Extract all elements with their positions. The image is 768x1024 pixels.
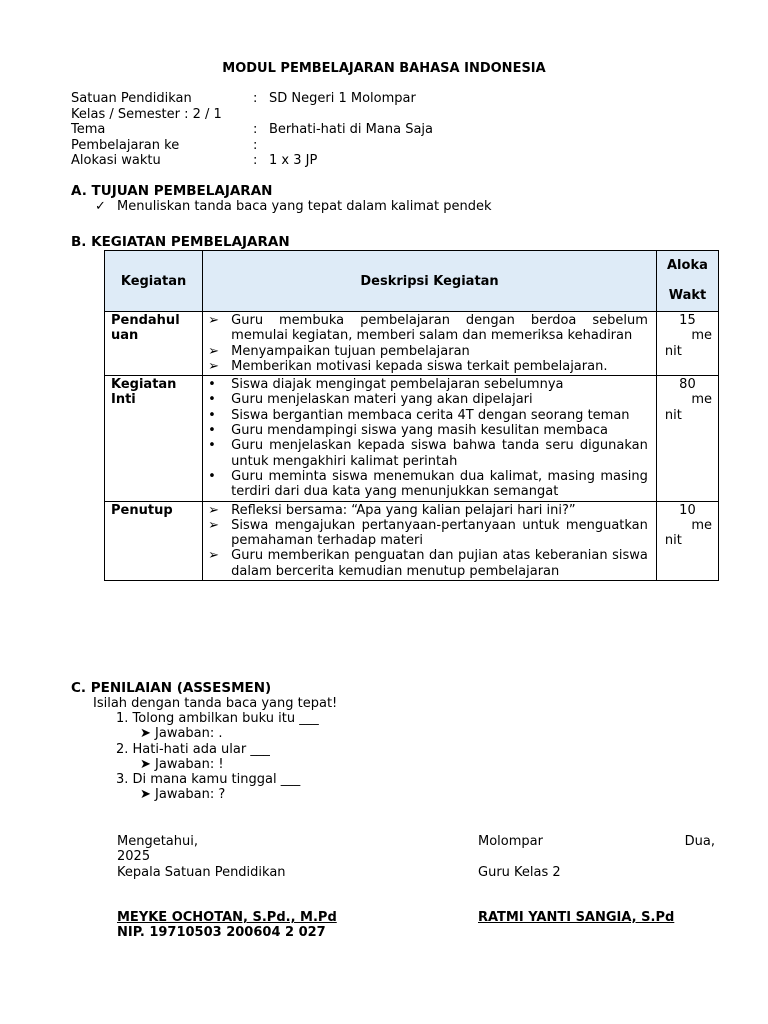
list-item-text: Menyampaikan tujuan pembelajaran — [231, 343, 470, 359]
identity-label: Kelas / Semester : 2 / 1 — [71, 106, 222, 122]
list-item — [208, 548, 648, 579]
checkmark-icon: ✓ — [95, 199, 106, 214]
date-year: 2025 — [117, 849, 151, 865]
assessment-list — [116, 711, 319, 803]
signature-left — [117, 834, 337, 940]
list-item-text: Refleksi bersama: “Apa yang kalian pelajari hari ini?” — [231, 502, 576, 518]
principal-role: Kepala Satuan Pendidikan — [117, 864, 286, 880]
answer-item: ➤ Jawaban: . — [140, 726, 223, 742]
page-title: MODUL PEMBELAJARAN BAHASA INDONESIA — [222, 61, 546, 76]
identity-colon: : — [253, 91, 258, 106]
list-item-text: Guru menjelaskan materi yang akan dipelajari — [231, 392, 533, 408]
answer-item: ➤ Jawaban: ! — [140, 756, 224, 772]
bullet-icon: • — [208, 377, 216, 393]
list-item — [208, 408, 648, 423]
assessment-instruction: Isilah dengan tanda baca yang tepat! — [93, 696, 338, 711]
time-unit-part2: nit — [664, 533, 682, 549]
place-date-line — [478, 834, 715, 849]
time-cell — [656, 312, 718, 376]
list-item — [208, 469, 648, 500]
acknowledged-label: Mengetahui, — [117, 834, 198, 849]
goal-item — [95, 199, 491, 214]
phase-cell: Penutup — [105, 501, 203, 580]
list-item-text: Siswa diajak mengingat pembelajaran sebelumnya — [231, 377, 564, 393]
bullet-icon: • — [208, 423, 216, 439]
list-item-text: Guru menjelaskan kepada siswa bahwa tanda seru digunakan untuk mengakhiri kalimat perintah — [231, 438, 648, 469]
list-item — [208, 392, 648, 407]
time-unit-part2: nit — [664, 407, 682, 423]
header-alokasi — [656, 251, 718, 312]
section-b-heading: B. KEGIATAN PEMBELAJARAN — [71, 234, 290, 250]
identity-colon: : — [253, 122, 258, 137]
arrow-bullet-icon: ➢ — [208, 548, 220, 564]
list-item — [208, 518, 648, 549]
header-kegiatan: Kegiatan — [105, 251, 203, 312]
answer-item: ➤ Jawaban: ? — [140, 787, 226, 803]
bullet-icon: • — [208, 438, 216, 454]
list-item-text: Siswa mengajukan pertanyaan-pertanyaan untuk menguatkan pemahaman terhadap materi — [231, 517, 648, 549]
list-item — [208, 344, 648, 359]
list-item-text: Guru mendampingi siswa yang masih kesulitan membaca — [231, 423, 609, 439]
arrow-bullet-icon: ➢ — [208, 343, 220, 359]
time-cell — [656, 376, 718, 501]
header-deskripsi: Deskripsi Kegiatan — [203, 251, 657, 312]
description-cell — [203, 312, 657, 376]
arrow-bullet-icon: ➢ — [208, 517, 220, 533]
identity-label: Tema — [71, 122, 106, 137]
list-item-text: Siswa bergantian membaca cerita 4T dengan seorang teman — [231, 407, 630, 423]
table-row — [105, 376, 719, 501]
arrow-bullet-icon: ➢ — [208, 313, 220, 328]
question-item: 2. Hati-hati ada ular ___ — [116, 741, 270, 757]
description-cell — [203, 376, 657, 501]
date-month: Dua, — [684, 834, 715, 849]
time-unit-part1: me — [691, 517, 712, 533]
bullet-icon: • — [208, 407, 216, 423]
identity-value: SD Negeri 1 Molompar — [269, 91, 416, 106]
description-cell — [203, 501, 657, 580]
place-name: Molompar — [478, 834, 543, 849]
teacher-name: RATMI YANTI SANGIA, S.Pd — [478, 909, 675, 925]
question-item: 1. Tolong ambilkan buku itu ___ — [116, 711, 319, 726]
list-item — [208, 313, 648, 344]
identity-label: Alokasi waktu — [71, 153, 161, 168]
arrow-bullet-icon: ➢ — [208, 358, 220, 374]
list-item-text: Guru memberikan penguatan dan pujian atas keberanian siswa dalam bercerita kemudian menutup pembelajaran — [231, 548, 648, 579]
question-item: 3. Di mana kamu tinggal ___ — [116, 772, 301, 788]
activity-table — [104, 250, 719, 581]
table-row — [105, 501, 719, 580]
time-value: 15 — [679, 313, 696, 328]
list-item-text: Guru membuka pembelajaran dengan berdoa sebelum memulai kegiatan, memberi salam dan memeriksa kehadiran — [231, 313, 648, 344]
list-item — [208, 503, 648, 518]
identity-label: Satuan Pendidikan — [71, 91, 192, 106]
time-cell — [656, 501, 718, 580]
header-alokasi-line1: Aloka — [667, 258, 708, 273]
identity-label: Pembelajaran ke — [71, 137, 180, 153]
section-c-heading: C. PENILAIAN (ASSESMEN) — [71, 680, 272, 696]
bullet-icon: • — [208, 392, 216, 408]
table-header-row — [105, 251, 719, 312]
list-item — [208, 359, 648, 374]
identity-value: Berhati-hati di Mana Saja — [269, 122, 433, 137]
principal-nip: NIP. 19710503 200604 2 027 — [117, 925, 326, 941]
arrow-bullet-icon: ➢ — [208, 502, 220, 518]
section-a-heading: A. TUJUAN PEMBELAJARAN — [71, 183, 273, 199]
list-item — [208, 423, 648, 438]
list-item-text: Guru meminta siswa menemukan dua kalimat, masing masing terdiri dari dua kata yang menunjukkan semangat — [231, 468, 648, 500]
bullet-icon: • — [208, 468, 216, 484]
identity-colon: : — [253, 137, 258, 153]
time-value: 10 — [679, 502, 696, 518]
phase-cell: Kegiatan Inti — [105, 376, 203, 501]
list-item-text: Memberikan motivasi kepada siswa terkait pembelajaran. — [231, 358, 608, 374]
time-unit-part1: me — [691, 328, 712, 344]
principal-name: MEYKE OCHOTAN, S.Pd., M.Pd — [117, 909, 337, 925]
identity-colon: : — [253, 153, 258, 168]
time-unit-part1: me — [691, 392, 712, 408]
teacher-role: Guru Kelas 2 — [478, 864, 561, 880]
signature-right — [478, 834, 715, 925]
header-alokasi-line2: Wakt — [668, 288, 707, 303]
time-unit-part2: nit — [664, 343, 682, 359]
table-row — [105, 312, 719, 376]
list-item — [208, 377, 648, 392]
identity-value: 1 x 3 JP — [269, 153, 318, 168]
goal-text: Menuliskan tanda baca yang tepat dalam kalimat pendek — [117, 199, 492, 214]
time-value: 80 — [679, 377, 696, 393]
phase-cell: Pendahul uan — [105, 312, 203, 376]
list-item — [208, 438, 648, 469]
